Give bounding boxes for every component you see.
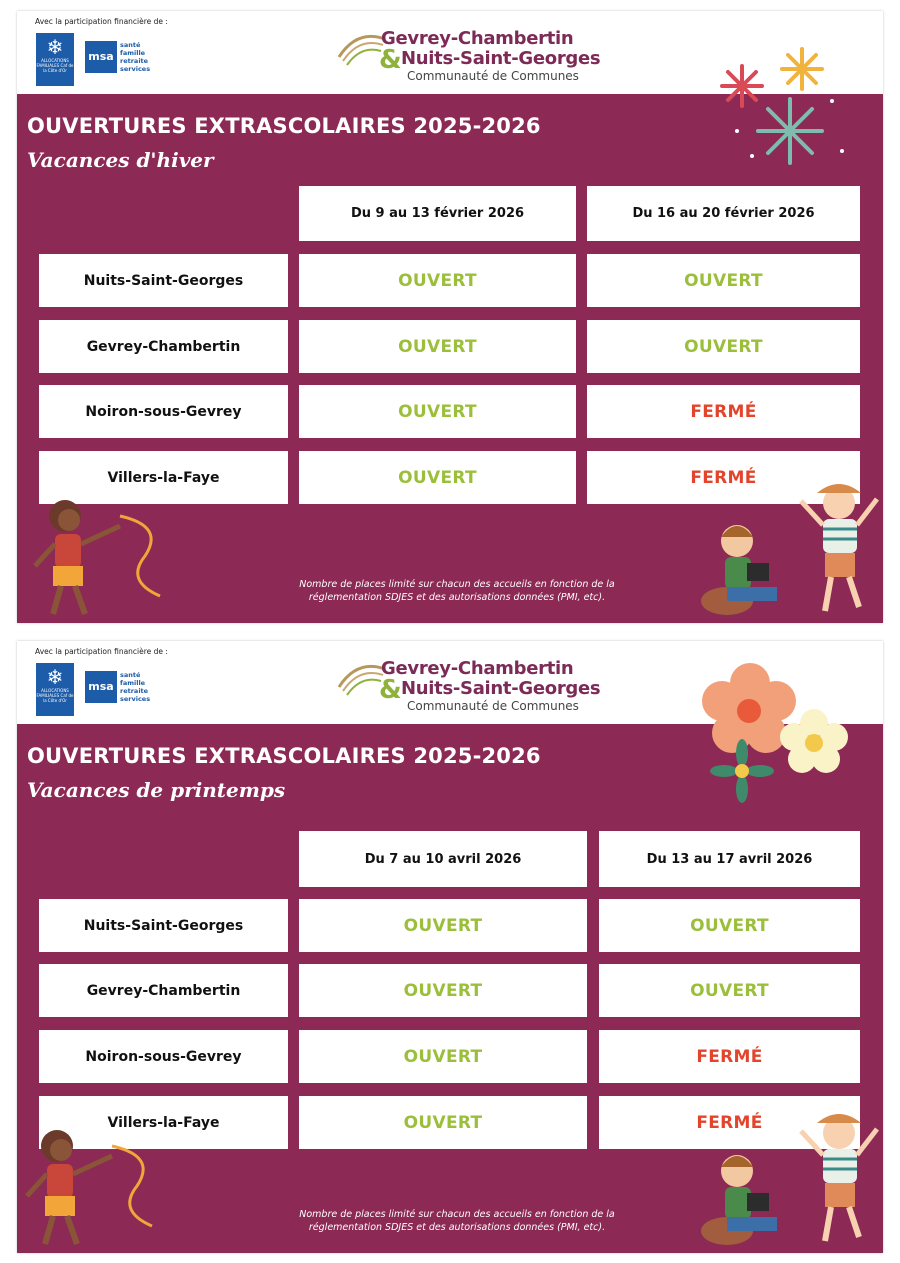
brand-name-line1: Gevrey-Chambertin (381, 28, 574, 49)
status-open: OUVERT (403, 1046, 483, 1067)
status-cell (599, 899, 860, 952)
msa-tagline (120, 41, 150, 73)
period-label: Du 13 au 17 avril 2026 (646, 851, 813, 867)
msa-line: famille (120, 679, 146, 687)
status-cell (299, 1030, 587, 1083)
page-title: OUVERTURES EXTRASCOLAIRES 2025-2026 (27, 744, 541, 768)
funding-label: Avec la participation financière de : (35, 17, 168, 26)
girl-ribbon-illustration (17, 1116, 157, 1253)
brand-name-line2: Nuits-Saint-Georges (401, 678, 601, 699)
status-cell (587, 385, 860, 438)
site-cell (39, 254, 288, 307)
period-header (299, 831, 587, 887)
site-name: Villers-la-Faye (107, 469, 220, 486)
msa-line: retraite (120, 57, 149, 65)
status-open: OUVERT (690, 915, 769, 936)
girl-ribbon-illustration (25, 486, 165, 623)
funding-label: Avec la participation financière de : (35, 647, 168, 656)
status-closed: FERMÉ (690, 401, 757, 422)
status-open: OUVERT (690, 980, 769, 1001)
status-cell (299, 320, 576, 373)
status-open: OUVERT (684, 336, 763, 357)
site-cell (39, 899, 288, 952)
status-closed: FERMÉ (690, 467, 757, 488)
period-label: Du 9 au 13 février 2026 (350, 206, 525, 221)
status-cell (299, 385, 576, 438)
site-name: Noiron-sous-Gevrey (85, 1048, 242, 1065)
status-cell (599, 964, 860, 1017)
site-name: Noiron-sous-Gevrey (85, 403, 242, 420)
status-open: OUVERT (403, 980, 483, 1001)
status-cell (299, 899, 587, 952)
msa-tagline (120, 671, 150, 703)
brand-ampersand: & (379, 45, 402, 75)
msa-line: services (120, 695, 151, 703)
status-open: OUVERT (398, 467, 477, 488)
status-cell (587, 320, 860, 373)
caf-logo-text: ALLOCATIONS FAMILIALES Caf de la Côte d'Or (36, 688, 74, 703)
status-open: OUVERT (398, 270, 477, 291)
snowflakes-illustration (712, 41, 852, 171)
site-name: Gevrey-Chambertin (86, 338, 241, 355)
status-cell (587, 254, 860, 307)
status-open: OUVERT (398, 336, 477, 357)
children-illustration (697, 481, 883, 623)
msa-logo: msa (85, 671, 117, 703)
brand-name-line3: Communauté de Communes (407, 699, 579, 713)
status-cell (299, 451, 576, 504)
caf-flower-icon: ❄ (46, 35, 64, 59)
status-open: OUVERT (398, 401, 477, 422)
children-illustration (697, 1111, 883, 1253)
winter-holidays-panel (17, 11, 883, 623)
status-closed: FERMÉ (696, 1046, 763, 1067)
status-cell (599, 1030, 860, 1083)
status-closed: FERMÉ (696, 1112, 763, 1133)
period-label: Du 7 au 10 avril 2026 (364, 851, 522, 867)
site-cell (39, 320, 288, 373)
holiday-subtitle: Vacances d'hiver (27, 148, 214, 172)
status-cell (299, 964, 587, 1017)
site-name: Nuits-Saint-Georges (83, 272, 244, 289)
caf-logo (36, 663, 74, 716)
msa-line: santé (120, 41, 141, 49)
msa-logo: msa (85, 41, 117, 73)
brand-name-line2: Nuits-Saint-Georges (401, 48, 601, 69)
msa-line: services (120, 65, 151, 73)
holiday-subtitle: Vacances de printemps (27, 778, 286, 802)
caf-logo (36, 33, 74, 86)
period-label: Du 16 au 20 février 2026 (632, 206, 815, 221)
flowers-illustration (692, 653, 872, 803)
msa-line: retraite (120, 687, 149, 695)
capacity-note: Nombre de places limité sur chacun des accueils en fonction de la réglementation SDJES et des autorisations données (PMI, etc). (299, 579, 615, 603)
site-cell (39, 964, 288, 1017)
caf-flower-icon: ❄ (46, 665, 64, 689)
status-cell (299, 1096, 587, 1149)
capacity-note: Nombre de places limité sur chacun des accueils en fonction de la réglementation SDJES et des autorisations données (PMI, etc). (299, 1209, 615, 1233)
community-logo (337, 23, 617, 91)
page-title: OUVERTURES EXTRASCOLAIRES 2025-2026 (27, 114, 541, 138)
site-name: Nuits-Saint-Georges (83, 917, 244, 934)
msa-line: santé (120, 671, 141, 679)
status-open: OUVERT (684, 270, 763, 291)
site-cell (39, 1030, 288, 1083)
site-name: Villers-la-Faye (107, 1114, 220, 1131)
status-cell (299, 254, 576, 307)
period-header (587, 186, 860, 241)
caf-logo-text: ALLOCATIONS FAMILIALES Caf de la Côte d'Or (36, 58, 74, 73)
period-header (599, 831, 860, 887)
community-logo (337, 653, 617, 721)
status-open: OUVERT (403, 1112, 483, 1133)
period-header (299, 186, 576, 241)
msa-line: famille (120, 49, 146, 57)
brand-name-line3: Communauté de Communes (407, 69, 579, 83)
brand-name-line1: Gevrey-Chambertin (381, 658, 574, 679)
spring-holidays-panel (17, 641, 883, 1253)
site-cell (39, 385, 288, 438)
brand-ampersand: & (379, 675, 402, 705)
site-name: Gevrey-Chambertin (86, 982, 241, 999)
status-open: OUVERT (403, 915, 483, 936)
